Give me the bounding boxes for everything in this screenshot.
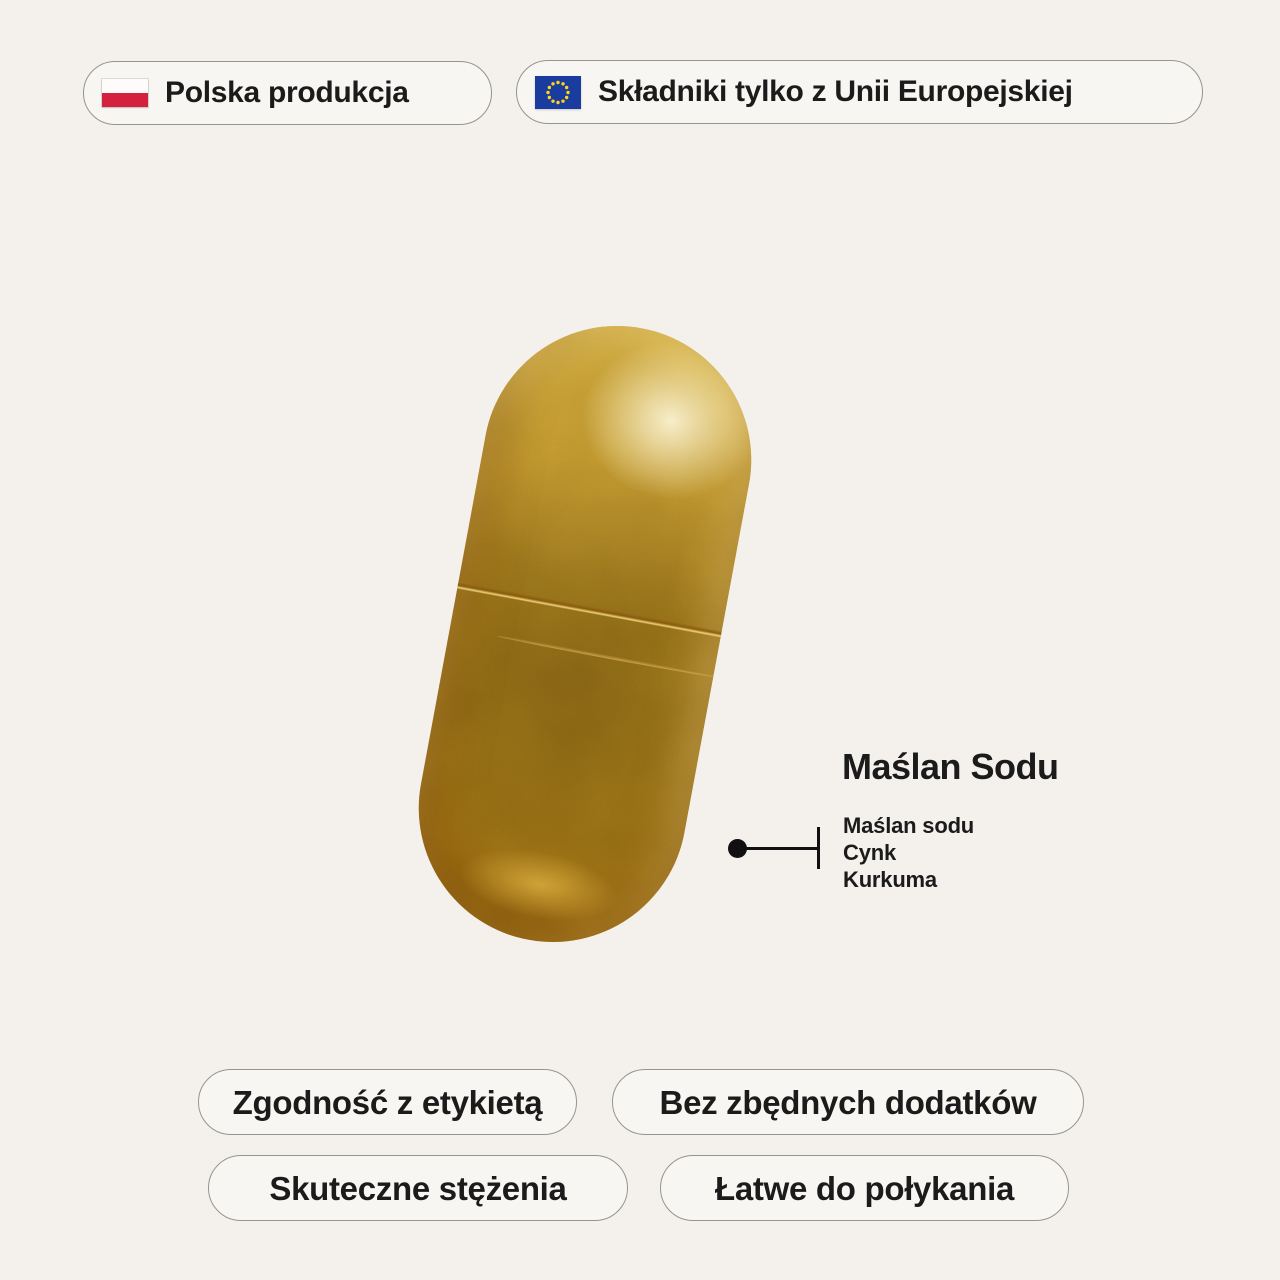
feature-badge-bez-dodatkow [612,1069,1084,1135]
capsule-cap-highlight [458,304,774,634]
capsule-seam-secondary [497,634,724,680]
feature-badge-zgodnosc [198,1069,577,1135]
badge-label: Polska produkcja [165,76,409,109]
badge-polska-produkcja [83,61,492,125]
feature-badge-stezenia [208,1155,628,1221]
feature-badge-polykanie [660,1155,1069,1221]
badge-label: Składniki tylko z Unii Europejskiej [598,75,1073,108]
badge-skladniki-ue [516,60,1203,124]
callout-tick [817,827,820,869]
ingredient-list [843,812,974,893]
capsule-seam [447,580,733,640]
capsule-texture [397,304,774,964]
badge-label: Bez zbędnych dodatków [659,1083,1037,1121]
badge-label: Łatwe do połykania [715,1169,1014,1207]
ingredient-heading: Maślan Sodu [842,746,1059,787]
ingredient-item: Kurkuma [843,867,937,892]
capsule-photo [397,304,774,964]
ingredient-item: Cynk [843,840,896,865]
badge-label: Skuteczne stężenia [269,1169,567,1207]
callout-line [745,847,818,850]
ingredient-item: Maślan sodu [843,813,975,838]
capsule-bottom-glow [425,822,652,947]
poland-flag-icon [102,79,148,107]
badge-label: Zgodność z etykietą [232,1083,543,1121]
eu-flag-icon [535,76,581,109]
